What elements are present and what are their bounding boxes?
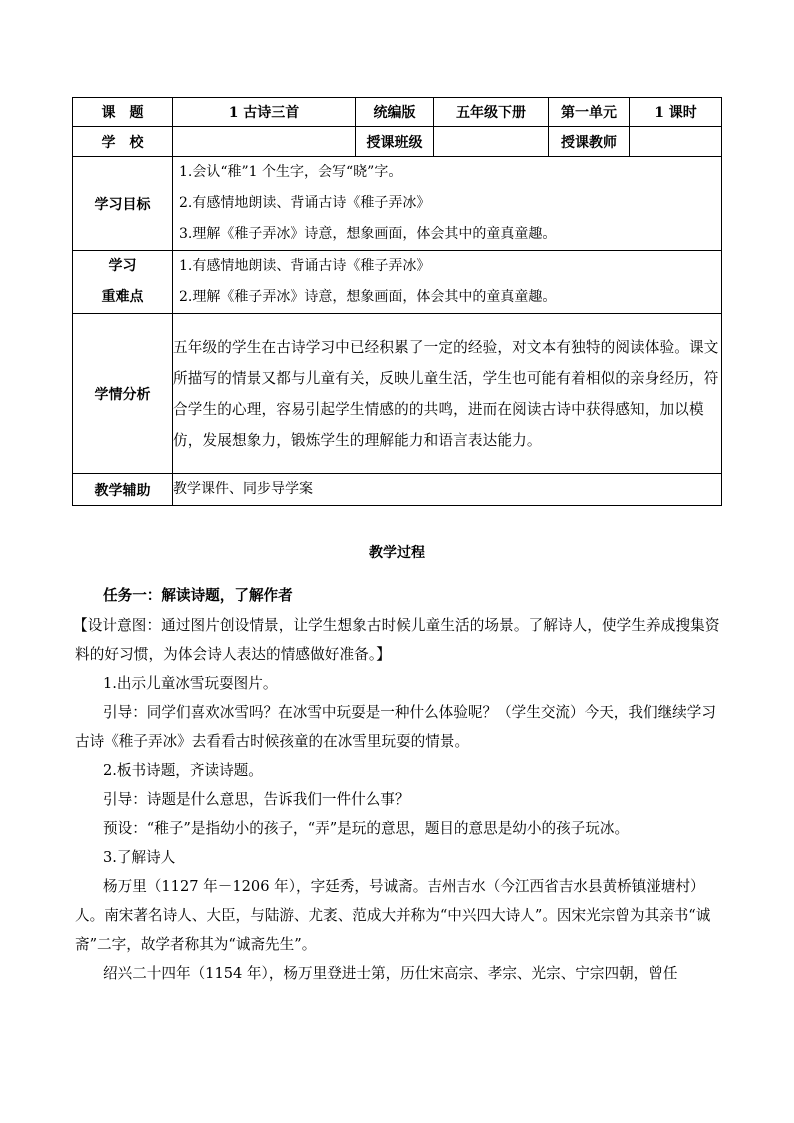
key-points-label-line1: 学习 — [108, 258, 137, 274]
school-label: 学 校 — [73, 127, 173, 157]
step-line: 3.了解诗人 — [103, 849, 176, 866]
objective-item: 1.会认“稚”1 个生字，会写“晓”字。 — [179, 164, 403, 180]
key-point-item: 2.理解《稚子弄冰》诗意，想象画面，体会其中的童真童趣。 — [179, 289, 557, 305]
class-value — [434, 127, 549, 157]
table-row — [73, 251, 722, 314]
class-label: 授课班级 — [356, 127, 434, 157]
key-point-item: 1.有感情地朗读、背诵古诗《稚子弄冰》 — [179, 258, 431, 274]
lesson-label: 课 题 — [73, 98, 173, 127]
objectives-label: 学习目标 — [73, 157, 173, 251]
section-title: 教学过程 — [369, 545, 425, 561]
poet-bio: 杨万里（1127 年－1206 年），字廷秀，号诚斋。吉州吉水（今江西省吉水县黄桥镇湴塘村）人。南宋著名诗人、大臣，与陆游、尤袤、范成大并称为“中兴四大诗人”。因宋光宗曾为其亲书“诚斋”二字，故学者称其为“诚斋先生”。 — [75, 878, 711, 953]
guide-paragraph: 引导：同学们喜欢冰雪吗？在冰雪中玩耍是一种什么体验呢？（学生交流）今天，我们继续学习古诗《稚子弄冰》去看看古时候孩童的在冰雪里玩耍的情景。 — [75, 704, 716, 750]
table-row — [73, 98, 722, 127]
lesson-info-table — [72, 97, 722, 506]
key-points-label-line2: 重难点 — [101, 289, 144, 305]
key-points-label — [73, 251, 173, 314]
grade-cell: 五年级下册 — [434, 98, 549, 127]
objectives-cell — [173, 157, 722, 251]
step-line: 1.出示儿童冰雪玩耍图片。 — [103, 675, 278, 692]
table-row — [73, 314, 722, 474]
teacher-value — [630, 127, 722, 157]
analysis-text: 五年级的学生在古诗学习中已经积累了一定的经验，对文本有独特的阅读体验。课文所描写的情景又都与儿童有关，反映儿童生活，学生也可能有着相似的亲身经历，符合学生的心理，容易引起学生情感的的共鸣，进而在阅读古诗中获得感知，加以模仿，发展想象力，锻炼学生的理解能力和语言表达能力。 — [173, 314, 722, 474]
step-line: 2.板书诗题，齐读诗题。 — [103, 762, 263, 779]
analysis-label: 学情分析 — [73, 314, 173, 474]
edition-cell: 统编版 — [356, 98, 434, 127]
hours-cell: 1 课时 — [630, 98, 722, 127]
table-row — [73, 157, 722, 251]
guide-paragraph: 引导：诗题是什么意思，告诉我们一件什么事？ — [103, 791, 410, 808]
unit-cell: 第一单元 — [549, 98, 630, 127]
table-row — [73, 127, 722, 157]
poet-career: 绍兴二十四年（1154 年），杨万里登进士第，历仕宋高宗、孝宗、光宗、宁宗四朝，曾任 — [103, 965, 678, 982]
teacher-label: 授课教师 — [549, 127, 630, 157]
lesson-title: 1 古诗三首 — [173, 98, 356, 127]
task-heading: 任务一：解读诗题，了解作者 — [103, 587, 293, 604]
objective-item: 2.有感情地朗读、背诵古诗《稚子弄冰》 — [179, 195, 431, 211]
objective-item: 3.理解《稚子弄冰》诗意，想象画面，体会其中的童真童趣。 — [179, 226, 557, 242]
process-body — [75, 581, 725, 988]
key-points-cell — [173, 251, 722, 314]
preset-paragraph: 预设：“稚子”是指幼小的孩子，“弄”是玩的意思，题目的意思是幼小的孩子玩冰。 — [103, 820, 630, 837]
aids-label: 教学辅助 — [73, 474, 173, 506]
design-intent: 【设计意图：通过图片创设情景，让学生想象古时候儿童生活的场景。了解诗人，使学生养成搜集资料的好习惯，为体会诗人表达的情感做好准备。】 — [73, 617, 720, 663]
school-value — [173, 127, 356, 157]
table-row — [73, 474, 722, 506]
aids-text: 教学课件、同步导学案 — [173, 474, 722, 506]
